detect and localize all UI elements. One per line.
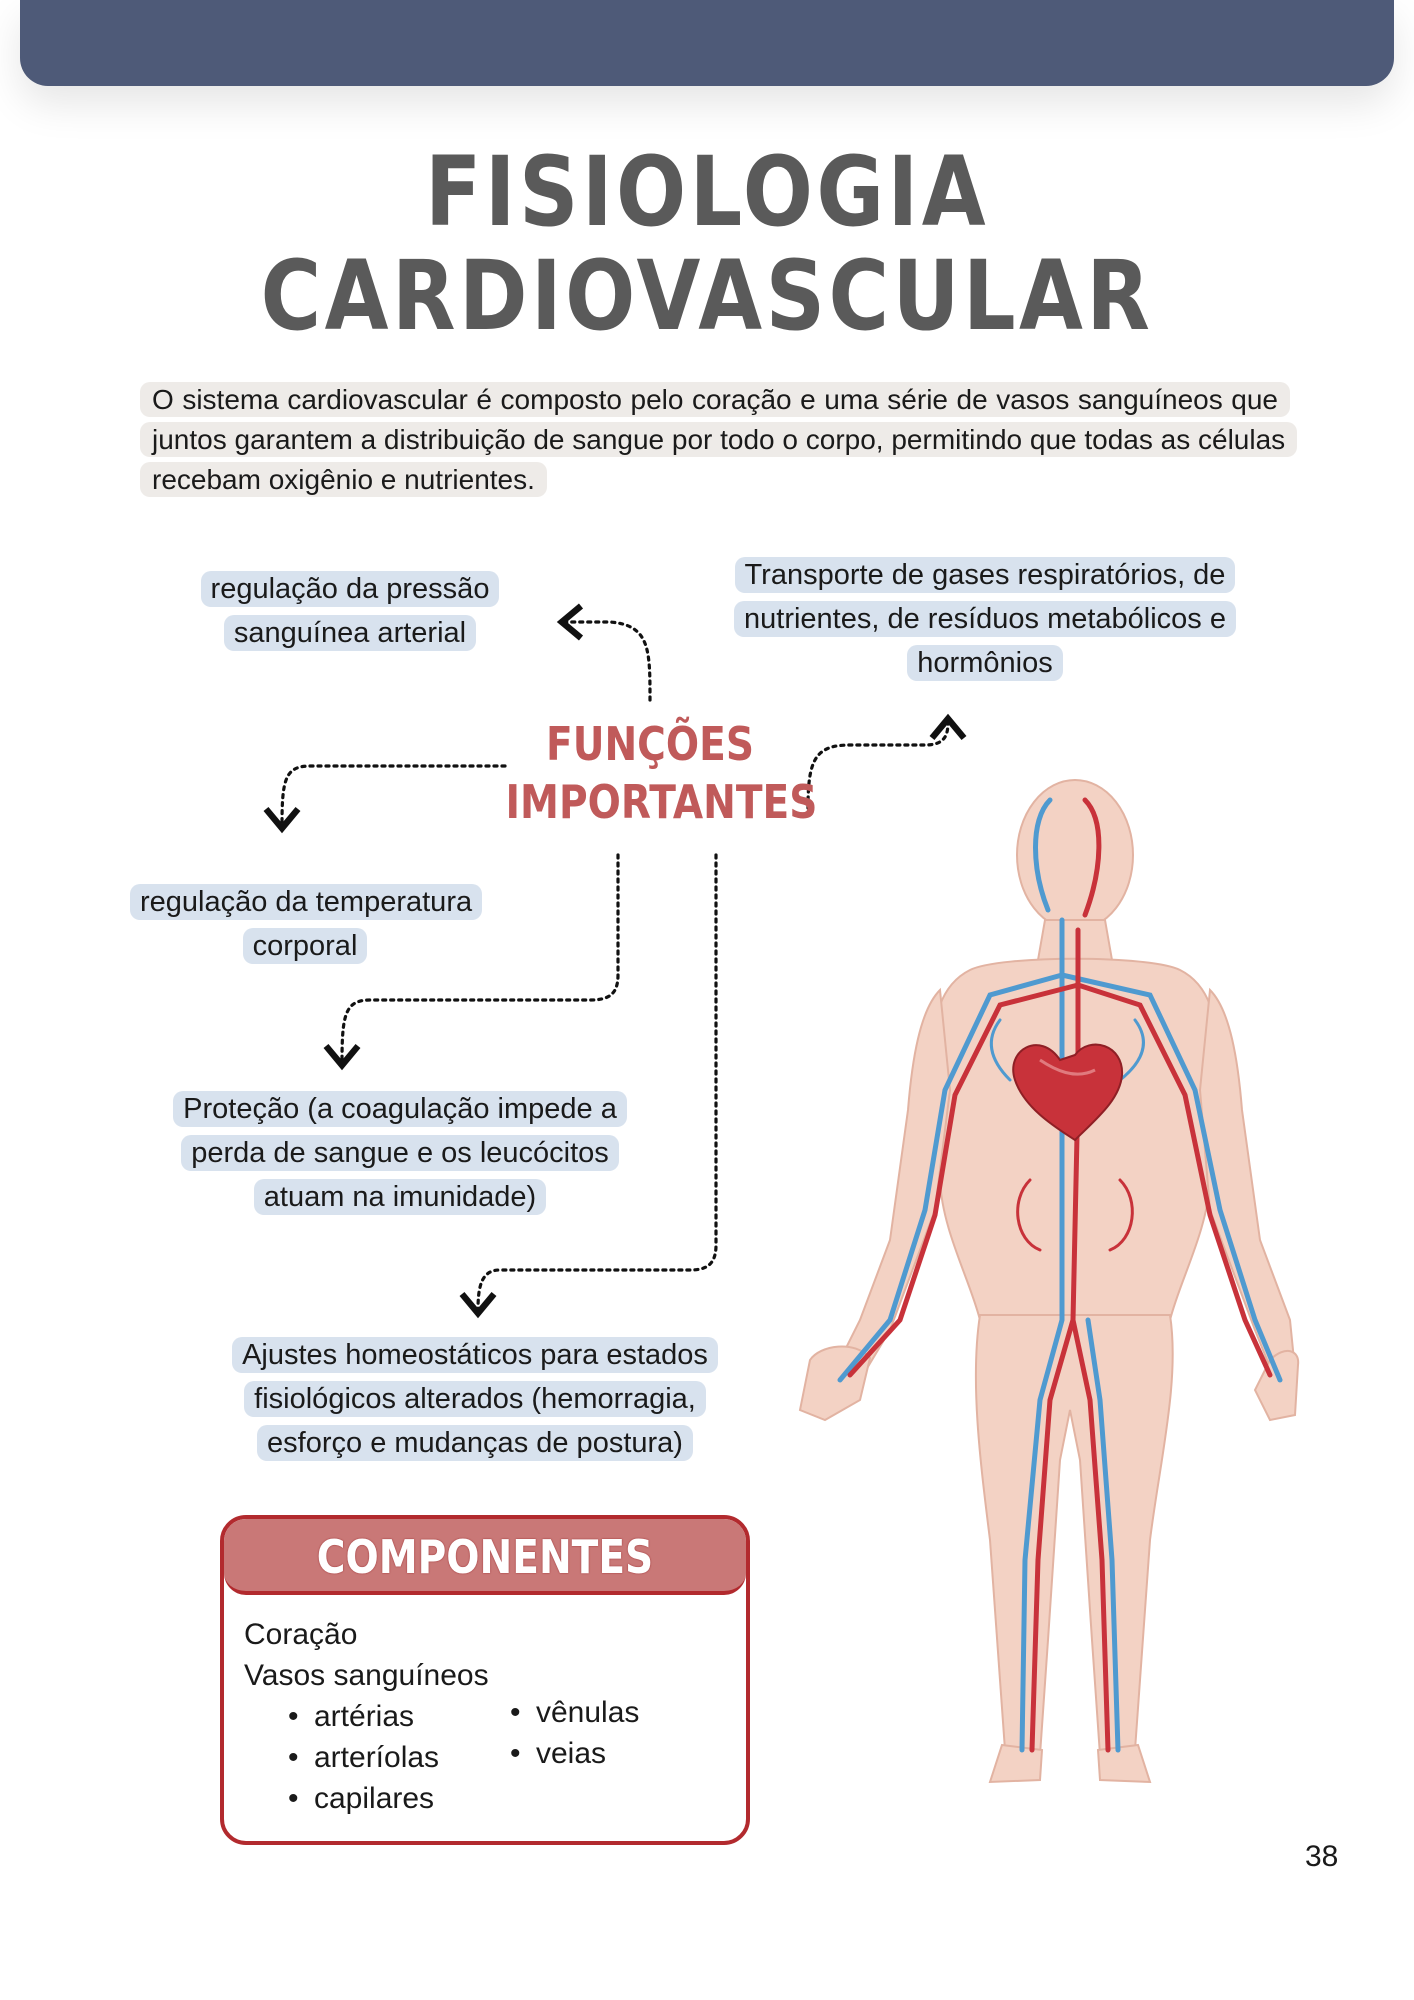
list-item: • veias [500,1733,639,1774]
connector-temperature [282,766,505,825]
components-body [244,1614,734,1815]
list-item: • vênulas [500,1692,639,1733]
intro-text: O sistema cardiovascular é composto pelo coração e uma série de vasos sanguíneos que juntos garantem a distribuição de sangue por todo o corpo, permitindo que todas as células recebam oxigênio e nutrientes. [140,382,1297,497]
functions-title-line1: FUNÇÕES [545,717,754,771]
connector-pressure [565,622,650,700]
function-text-homeostasis: Ajustes homeostáticos para estados fisiológicos alterados (hemorragia, esforço e mudanças de postura) [232,1337,718,1461]
function-text-temperature: regulação da temperatura corporal [130,884,482,964]
function-box-temperature [130,880,480,968]
components-header [224,1519,746,1595]
function-text-pressure: regulação da pressão sanguínea arterial [201,571,500,651]
body-silhouette [800,780,1298,1782]
functions-title-line2: IMPORTANTES [505,775,818,829]
function-box-pressure [180,567,520,655]
list-item: • artérias [278,1696,439,1737]
components-card [220,1515,750,1845]
circulatory-system-illustration [740,760,1300,1790]
list-item: • capilares [278,1778,439,1819]
connector-homeostasis [478,855,716,1310]
function-box-protection [150,1087,650,1219]
veins [840,800,1280,1750]
vessel-list-left [278,1696,439,1819]
page-title-line2: CARDIOVASCULAR [260,240,1154,352]
function-box-homeostasis [210,1333,740,1465]
page-number: 38 [1305,1840,1339,1873]
function-box-transport [705,553,1265,685]
page-title-line1: FISIOLOGIA [424,136,990,248]
function-text-protection: Proteção (a coagulação impede a perda de sangue e os leucócitos atuam na imunidade) [173,1091,627,1215]
list-item: • arteríolas [278,1737,439,1778]
component-heart: Coração [244,1618,358,1651]
components-title: COMPONENTES [316,1530,654,1584]
component-vessels: Vasos sanguíneos [244,1659,489,1692]
function-text-transport: Transporte de gases respiratórios, de nutrientes, de resíduos metabólicos e hormônios [734,557,1236,681]
vessel-list-right [500,1692,639,1774]
